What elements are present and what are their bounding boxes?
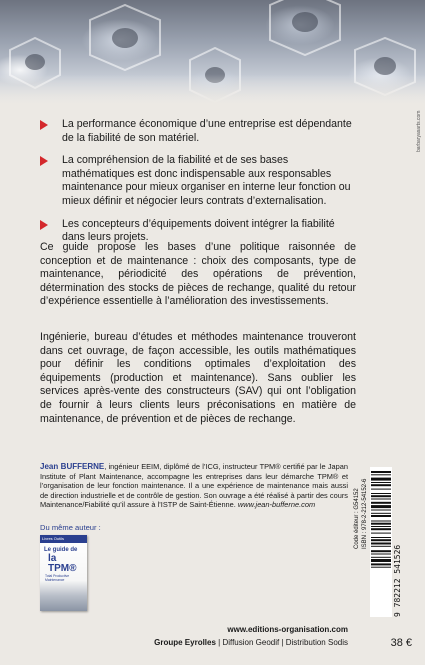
barcode xyxy=(370,467,392,617)
distribution-text: | Diffusion Geodif | Distribution Sodis xyxy=(215,638,348,647)
related-book-cover xyxy=(40,535,87,611)
series-band xyxy=(40,535,87,543)
cover-credit: barbaryasarts.com xyxy=(416,110,422,152)
key-point xyxy=(40,154,360,208)
author-website: www.jean-bufferne.com xyxy=(237,500,316,510)
related-book-title-line2: la TPM® xyxy=(48,552,77,574)
description-paragraph-1: Ce guide propose les bases d’une politique raisonnée de conception et de maintenance : choix des composants, type de maintenance, périodicité des opérations de prévention, détermination des stocks de pièces de rechange, qualité du retour d’expérience essentielle à l’amélioration des investissements. xyxy=(40,241,356,308)
key-point-text: Les concepteurs d’équipements doivent intégrer la fiabilité dans leurs projets. xyxy=(62,217,335,244)
red-triangle-bullet-icon xyxy=(40,120,48,130)
author-bio-text: , ingénieur EEIM, diplômé de l’ICG, instructeur TPM® certifié par le Japan Institute of Plant Maintenance, accompagne les entreprises dans leur démarche TPM® et l’organisation de leur fonction maintenance. Il a une expérience de maintenance mais aussi de direction industrielle et de contrôle de gestion. Son ouvrage a été réalisé à partir des cours Maintenance/Fiabilité qu’il assure à l’ISTP de Saint-Étienne. xyxy=(40,462,348,510)
related-book-subtitle: Total Productive Maintenance xyxy=(45,573,70,582)
author-name: Jean BUFFERNE xyxy=(40,462,105,471)
publisher-name: Groupe Eyrolles xyxy=(154,638,216,647)
price: 38 € xyxy=(390,637,412,649)
same-author-label: Du même auteur : xyxy=(40,523,101,532)
key-points-list xyxy=(40,118,360,254)
description-paragraph-2: Ingénierie, bureau d’études et méthodes maintenance trouveront dans cet ouvrage, de façon accessible, les outils mathématiques pour définir les conditions optimales d’exploitation des équipements (production et maintenance). Sans oublier les services après-vente des constructeurs (SAV) qui ont l’obligation de fournir à leurs clients leurs préconisations en matière de maintenance, de prévention et de pièces de rechange. xyxy=(40,331,356,425)
series-label: Livres Outils xyxy=(42,536,65,541)
key-point-text: La performance économique d’une entreprise est dépendante de la fiabilité de son matériel. xyxy=(62,118,352,144)
author-bio xyxy=(40,462,348,510)
cover-photo-nuts xyxy=(0,0,425,104)
key-point xyxy=(40,118,360,145)
publisher-code: Code éditeur : G54152 xyxy=(354,488,360,549)
key-point-text: La compréhension de la fiabilité et de ses bases mathématiques est donc indispensable aux responsables maintenance pour mieux organiser en interne leur fonction ou mieux définir et négocier leurs contrats d’externalisation. xyxy=(62,154,351,207)
publisher-website: www.editions-organisation.com xyxy=(227,625,348,634)
barcode-block xyxy=(354,467,400,619)
red-triangle-bullet-icon xyxy=(40,220,48,230)
barcode-digits: 9 782212 541526 xyxy=(393,544,402,617)
related-book-title-line1: Le guide de xyxy=(44,547,78,553)
isbn: ISBN : 978-2-212-54152-6 xyxy=(362,478,368,549)
red-triangle-bullet-icon xyxy=(40,156,48,166)
publisher-line xyxy=(154,638,348,647)
